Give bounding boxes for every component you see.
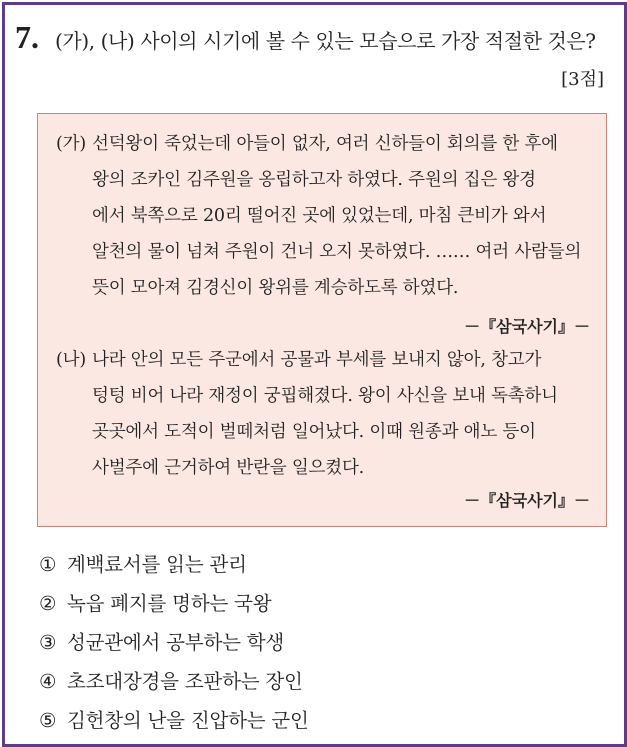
source-na-citation: －『삼국사기』－ xyxy=(464,491,590,510)
option-4[interactable] xyxy=(39,662,309,701)
option-2-text: 녹읍 폐지를 명하는 국왕 xyxy=(67,592,272,615)
option-5[interactable] xyxy=(39,701,309,740)
question-card xyxy=(2,2,627,747)
source-ga-line-1: 선덕왕이 죽었는데 아들이 없자, 여러 신하들이 회의를 한 후에 xyxy=(92,134,558,154)
source-ga xyxy=(56,126,596,306)
option-3-number: ③ xyxy=(39,631,57,654)
option-2-number: ② xyxy=(39,592,57,615)
source-ga-line-2: 왕의 조카인 김주원을 옹립하고자 하였다. 주원의 집은 왕경 xyxy=(92,170,536,190)
score-label: [3점] xyxy=(561,69,604,90)
option-5-text: 김헌창의 난을 진압하는 군인 xyxy=(67,709,309,732)
source-box xyxy=(37,113,607,527)
question-number: 7. xyxy=(15,19,39,55)
source-na-marker: (나) xyxy=(56,350,86,370)
option-5-number: ⑤ xyxy=(39,709,57,732)
source-ga-line-4: 알천의 물이 넘쳐 주원이 건너 오지 못하였다. …… 여러 사람들의 xyxy=(92,242,582,262)
option-3-text: 성균관에서 공부하는 학생 xyxy=(67,631,285,654)
option-1-number: ① xyxy=(39,553,57,576)
option-1-text: 계백료서를 읽는 관리 xyxy=(67,553,247,576)
source-na-line-3: 곳곳에서 도적이 벌떼처럼 일어났다. 이때 원종과 애노 등이 xyxy=(92,422,536,442)
option-1[interactable] xyxy=(39,545,309,584)
source-na xyxy=(56,342,596,486)
option-4-number: ④ xyxy=(39,670,57,693)
source-ga-citation: －『삼국사기』－ xyxy=(464,317,590,336)
source-ga-line-5: 뜻이 모아져 김경신이 왕위를 계승하도록 하였다. xyxy=(92,278,459,298)
source-na-line-4: 사벌주에 근거하여 반란을 일으켰다. xyxy=(92,458,365,478)
source-na-line-1: 나라 안의 모든 주군에서 공물과 부세를 보내지 않아, 창고가 xyxy=(92,350,542,370)
option-4-text: 초조대장경을 조판하는 장인 xyxy=(67,670,303,693)
source-na-line-2: 텅텅 비어 나라 재정이 궁핍해졌다. 왕이 사신을 보내 독촉하니 xyxy=(92,386,558,406)
source-ga-marker: (가) xyxy=(56,134,86,154)
source-ga-line-3: 에서 북쪽으로 20리 떨어진 곳에 있었는데, 마침 큰비가 와서 xyxy=(92,206,547,226)
question-stem: (가), (나) 사이의 시기에 볼 수 있는 모습으로 가장 적절한 것은? xyxy=(55,29,596,53)
option-3[interactable] xyxy=(39,623,309,662)
option-2[interactable] xyxy=(39,584,309,623)
answer-options xyxy=(39,545,309,740)
